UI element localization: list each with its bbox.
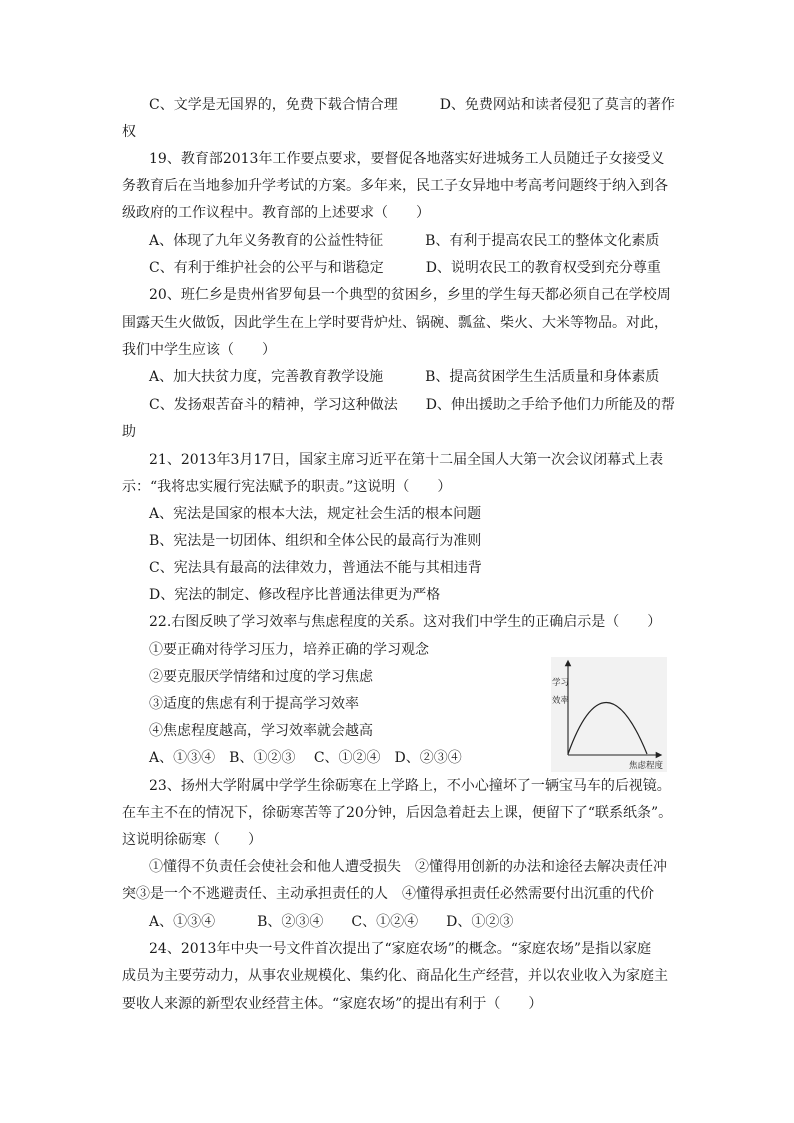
text-line: ①要正确对待学习压力，培养正确的学习观念 (149, 642, 429, 658)
text-line: 务教育后在当地参加升学考试的方案。多年来，民工子女异地中考高考问题终于纳入到各 (122, 178, 668, 194)
efficiency-anxiety-graph (551, 657, 667, 772)
text-line: 成员为主要劳动力，从事农业规模化、集约化、商品化生产经营，并以农业收入为家庭主 (122, 968, 668, 984)
text-line: ④焦虑程度越高，学习效率就会越高 (149, 723, 373, 739)
text-line: ②要克服厌学情绪和过度的学习焦虑 (149, 669, 373, 685)
text-line: 20、班仁乡是贵州省罗甸县一个典型的贫困乡，乡里的学生每天都必须自己在学校周 (149, 287, 671, 303)
text-line: A、体现了九年义务教育的公益性特征 B、有利于提高农民工的整体文化素质 (149, 233, 660, 249)
text-line: C、文学是无国界的，免费下载合情合理 D、免费网站和读者侵犯了莫言的著作 (149, 97, 675, 113)
text-line: 我们中学生应该（ ） (122, 342, 276, 358)
text-line: 级政府的工作议程中。教育部的上述要求（ ） (122, 205, 430, 221)
text-line: 助 (122, 424, 136, 440)
text-line: 示：“我将忠实履行宪法赋予的职责。”这说明（ ） (122, 479, 452, 495)
text-line: ①懂得不负责任会使社会和他人遭受损失 ②懂得用创新的办法和途径去解决责任冲 (149, 859, 667, 875)
text-line: A、宪法是国家的根本大法，规定社会生活的根本问题 (149, 506, 482, 522)
text-line: C、有利于维护社会的公平与和谐稳定 D、说明农民工的教育权受到充分尊重 (149, 260, 661, 276)
text-line: A、加大扶贫力度，完善教育教学设施 B、提高贫困学生生活质量和身体素质 (149, 369, 660, 385)
text-line: 要收人来源的新型农业经营主体。“家庭农场”的提出有利于（ ） (122, 996, 543, 1012)
text-line: D、宪法的制定、修改程序比普通法律更为严格 (149, 587, 441, 603)
text-line: B、宪法是一切团体、组织和全体公民的最高行为准则 (149, 533, 482, 549)
efficiency-curve (568, 703, 647, 755)
text-line: 围露天生火做饭，因此学生在上学时要背炉灶、锅碗、瓢盆、柴火、大米等物品。对此， (122, 315, 668, 331)
text-line: ③适度的焦虑有利于提高学习效率 (149, 696, 359, 712)
text-line: 22.右图反映了学习效率与焦虑程度的关系。这对我们中学生的正确启示是（ ） (149, 614, 662, 630)
text-line: A、①③④ B、②③④ C、①②④ D、①②③ (149, 914, 514, 930)
text-line: 19、教育部2013年工作要点要求，要督促各地落实好进城务工人员随迁子女接受义 (149, 151, 665, 167)
y-axis-label-line2: 效率 (552, 696, 570, 706)
text-line: 21、2013年3月17日，国家主席习近平在第十二届全国人大第一次会议闭幕式上表 (149, 452, 664, 468)
text-line: C、宪法具有最高的法律效力，普通法不能与其相违背 (149, 560, 482, 576)
text-line: 23、扬州大学附属中学学生徐砺寒在上学路上，不小心撞坏了一辆宝马车的后视镜。 (149, 778, 671, 794)
y-axis-label-line1: 学习 (552, 678, 570, 688)
x-axis-label: 焦虑程度 (629, 761, 664, 771)
text-line: 24、2013年中央一号文件首次提出了“家庭农场”的概念。“家庭农场”是指以家庭 (149, 941, 652, 957)
text-line: 这说明徐砺寒（ ） (122, 832, 262, 848)
text-line: 权 (122, 124, 136, 140)
text-line: A、①③④ B、①②③ C、①②④ D、②③④ (149, 750, 462, 766)
text-line: 在车主不在的情况下，徐砺寒苦等了20分钟，后因急着赶去上课，便留下了“联系纸条”。 (122, 805, 673, 821)
text-line: 突③是一个不逃避责任、主动承担责任的人 ④懂得承担责任必然需要付出沉重的代价 (122, 886, 654, 902)
text-line: C、发扬艰苦奋斗的精神，学习这种做法 D、伸出援助之手给予他们力所能及的帮 (149, 397, 675, 413)
